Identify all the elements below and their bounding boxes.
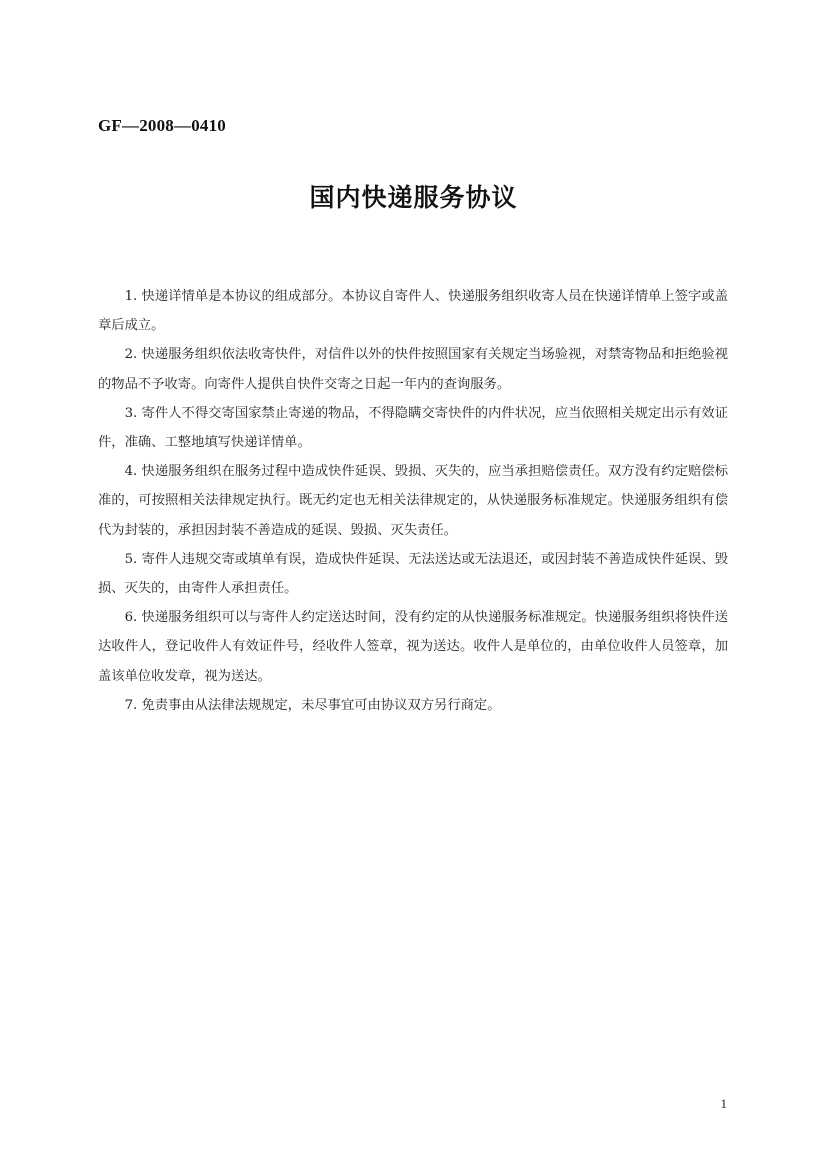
clause-4: 4. 快递服务组织在服务过程中造成快件延误、毁损、灭失的，应当承担赔偿责任。双方没有约定赔偿标准的，可按照相关法律规定执行。既无约定也无相关法律规定的，从快递服务标准规定。快递服务组织有偿代为封装的，承担因封装不善造成的延误、毁损、灭失责任。 [98,464,728,538]
clause-2: 2. 快递服务组织依法收寄快件，对信件以外的快件按照国家有关规定当场验视，对禁寄物品和拒绝验视的物品不予收寄。向寄件人提供自快件交寄之日起一年内的查询服务。 [98,347,728,392]
document-code: GF—2008—0410 [98,116,227,135]
clause-1: 1. 快递详情单是本协议的组成部分。本协议自寄件人、快递服务组织收寄人员在快递详情单上签字或盖章后成立。 [98,289,728,334]
page-number: 1 [720,1096,727,1111]
page-title: 国内快递服务协议 [309,183,518,212]
clause-5: 5. 寄件人违规交寄或填单有误，造成快件延误、无法送达或无法退还，或因封装不善造成快件延误、毁损、灭失的，由寄件人承担责任。 [98,551,728,597]
clause-3: 3. 寄件人不得交寄国家禁止寄递的物品，不得隐瞒交寄快件的内件状况，应当依照相关规定出示有效证件，准确、工整地填写快递详情单。 [98,405,728,451]
clause-6: 6. 快递服务组织可以与寄件人约定送达时间，没有约定的从快递服务标准规定。快递服务组织将快件送达收件人，登记收件人有效证件号，经收件人签章，视为送达。收件人是单位的，由单位收件人员签章，加盖该单位收发章，视为送达。 [98,610,728,684]
clause-7: 7. 免责事由从法律法规规定，未尽事宜可由协议双方另行商定。 [124,697,501,713]
agreement-clauses [98,282,728,720]
